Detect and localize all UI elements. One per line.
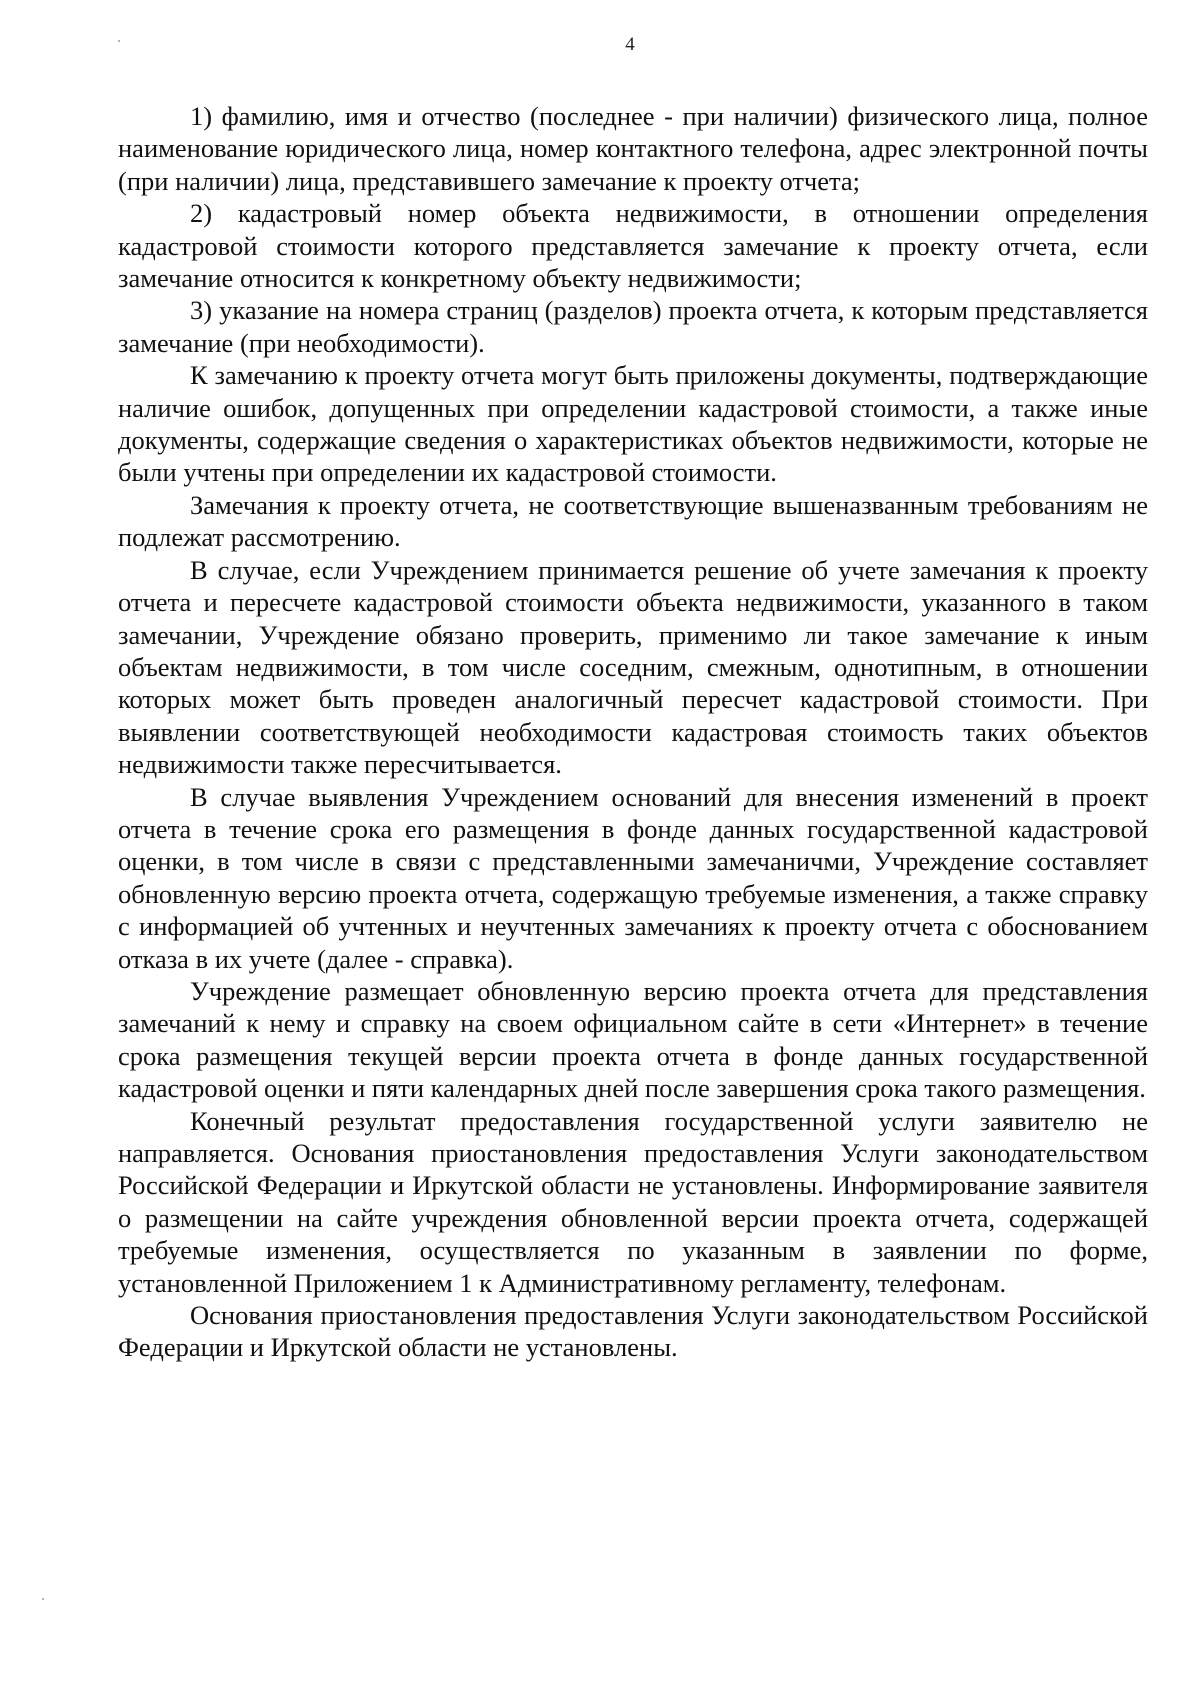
paragraph-suspension-grounds: Основания приостановления предоставления Услуги законодательством Российской Федерации и Иркутской области не установлены. [118, 1300, 1148, 1363]
paragraph-item-1: 1) фамилию, имя и отчество (последнее - при наличии) физического лица, полное наименование юридического лица, номер контактного телефона, адрес электронной почты (при наличии) лица, представившего замечание к проекту отчета; [118, 101, 1148, 196]
document-body [118, 100, 1148, 1364]
paragraph-recalculation: В случае, если Учреждением принимается решение об учете замечания к проекту отчета и пересчете кадастровой стоимости объекта недвижимости, указанного в таком замечании, Учреждение обязано проверить, применимо ли такое замечание к иным объектам недвижимости, в том числе соседним, смежным, однотипным, в отношении которых может быть проведен аналогичный пересчет кадастровой стоимости. При выявлении соответствующей необходимости кадастровая стоимость таких объектов недвижимости также пересчитывается. [118, 554, 1148, 780]
paragraph-noncompliant: Замечания к проекту отчета, не соответствующие вышеназванным требованиям не подлежат рассмотрению. [118, 489, 1148, 553]
paragraph-item-2: 2) кадастровый номер объекта недвижимости, в отношении определения кадастровой стоимости которого представляется замечание к проекту отчета, если замечание относится к конкретному объекту недвижимости; [118, 198, 1148, 294]
page-number: 4 [625, 34, 635, 55]
paragraph-item-3: 3) указание на номера страниц (разделов) проекта отчета, к которым представляется замечание (при необходимости). [118, 295, 1148, 358]
paragraph-attachments: К замечанию к проекту отчета могут быть приложены документы, подтверждающие наличие ошибок, допущенных при определении кадастровой стоимости, а также иные документы, содержащие сведения о характеристиках объектов недвижимости, которые не были учтены при определении их кадастровой стоимости. [118, 360, 1148, 488]
paragraph-publication: Учреждение размещает обновленную версию проекта отчета для представления замечаний к нему и справку на своем официальном сайте в сети «Интернет» в течение срока размещения текущей версии проекта отчета в фонде данных государственной кадастровой оценки и пяти календарных дней после завершения срока такого размещения. [118, 975, 1148, 1104]
paragraph-updated-version: В случае выявления Учреждением оснований для внесения изменений в проект отчета в течение срока его размещения в фонде данных государственной кадастровой оценки, в том числе в связи с представленными замечаничми, Учреждение составляет обновленную версию проекта отчета, содержащую требуемые изменения, а также справку с информацией об учтенных и неучтенных замечаниях к проекту отчета с обоснованием отказа в их учете (далее - справка). [118, 781, 1148, 974]
paragraph-final-result: Конечный результат предоставления государственной услуги заявителю не направляется. Основания приостановления предоставления Услуги законодательством Российской Федерации и Иркутской области не установлены. Информирование заявителя о размещении на сайте учреждения обновленной версии проекта отчета, содержащей требуемые изменения, осуществляется по указанным в заявлении по форме, установленной Приложением 1 к Административному регламенту, телефонам. [118, 1105, 1148, 1298]
scan-speck [42, 1598, 44, 1600]
